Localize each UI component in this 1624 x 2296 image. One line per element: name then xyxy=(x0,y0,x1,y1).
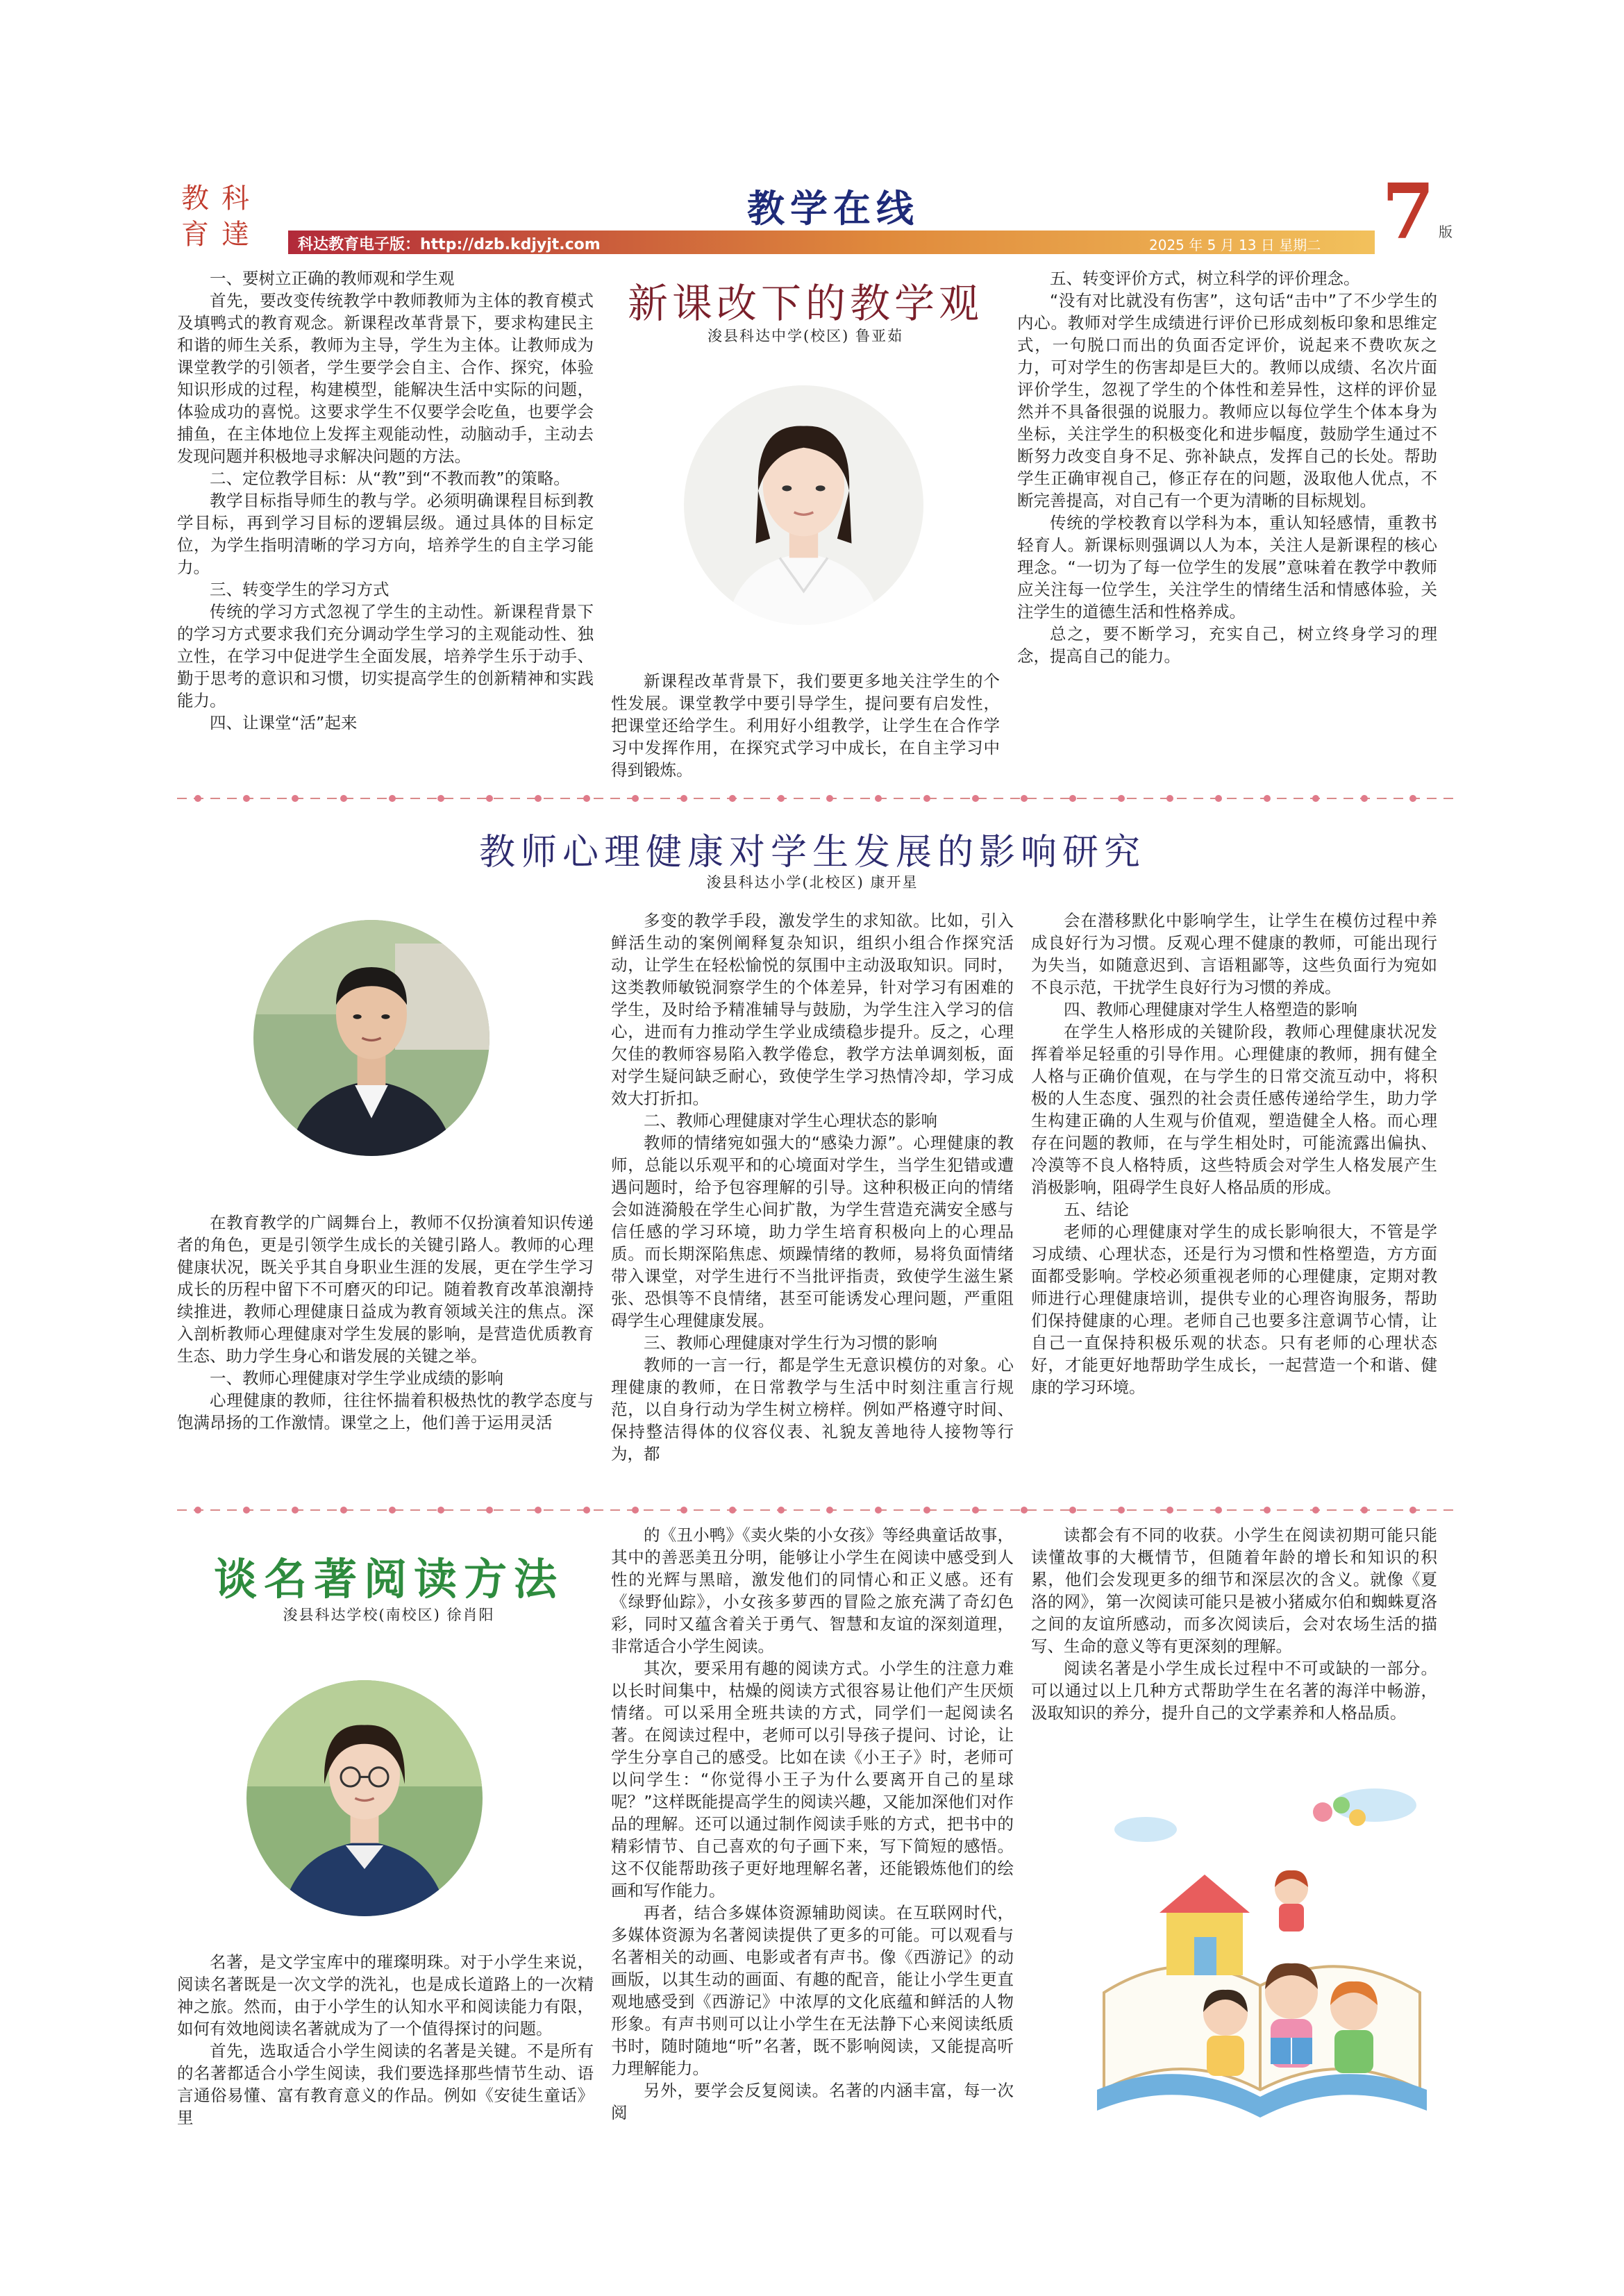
paragraph: 二、教师心理健康对学生心理状态的影响 xyxy=(644,1111,937,1130)
paragraph: 二、定位教学目标：从“教”到“不教而教”的策略。 xyxy=(210,469,570,488)
divider-flower-icon xyxy=(1215,795,1222,802)
paragraph: 一、教师心理健康对学生学业成绩的影响 xyxy=(210,1368,503,1388)
article1-title: 新课改下的教学观 xyxy=(627,280,983,327)
article2-column-2 xyxy=(611,910,1014,1465)
children-reading-book-illustration xyxy=(1083,1763,1441,2149)
article3-column-3 xyxy=(1031,1524,1437,1724)
paragraph: 传统的学习方式忽视了学生的主动性。新课程背景下的学习方式要求我们充分调动学生学习的主观能动性、独立性，在学习中促进学生全面发展，培养学生乐于动手、勤于思考的意识和习惯，切实提高学生的创新精神和实践能力。 xyxy=(177,602,594,710)
decorative-divider xyxy=(177,791,1458,805)
divider-flower-icon xyxy=(972,795,979,802)
paragraph: 在教育教学的广阔舞台上，教师不仅扮演着知识传递者的角色，更是引领学生成长的关键引路人。教师的心理健康状况，既关乎其自身职业生涯的发展，更在学生学习成长的历程中留下不可磨灭的印记。随着教育改革浪潮持续推进，教师心理健康日益成为教育领域关注的焦点。深入剖析教师心理健康对学生发展的影响，是营造优质教育生态、助力学生身心和谐发展的关键之举。 xyxy=(177,1213,594,1366)
masthead-bar xyxy=(288,231,1375,254)
divider-flower-icon xyxy=(243,795,250,802)
paragraph: 阅读名著是小学生成长过程中不可或缺的一部分。可以通过以上几种方式帮助学生在名著的海洋中畅游，汲取知识的养分，提升自己的文学素养和人格品质。 xyxy=(1031,1659,1437,1723)
article1-byline: 浚县科达中学(校区) 鲁亚茹 xyxy=(707,328,904,344)
article3-title: 谈名著阅读方法 xyxy=(213,1554,564,1604)
article1-column-1 xyxy=(177,267,594,734)
article2-byline: 浚县科达小学(北校区) 康开星 xyxy=(706,874,919,891)
paragraph: 再者，结合多媒体资源辅助阅读。在互联网时代，多媒体资源为名著阅读提供了更多的可能。可以观看与名著相关的动画、电影或者有声书。像《西游记》的动画版，以其生动的画面、有趣的配音，能让小学生更直观地感受到《西游记》中浓厚的文化底蕴和鲜活的人物形象。有声书则可以让小学生在无法静下心来阅读纸质书时，随时随地“听”名著，既不影响阅读，又能提高听力理解能力。 xyxy=(611,1903,1014,2078)
paragraph: 首先，选取适合小学生阅读的名著是关键。不是所有的名著都适合小学生阅读，我们要选择那些情节生动、语言通俗易懂、富有教育意义的作品。例如《安徒生童话》里 xyxy=(177,2041,594,2127)
divider-flower-icon xyxy=(340,795,347,802)
logo-char: 育 xyxy=(181,219,209,251)
paragraph: 名著，是文学宝库中的璀璨明珠。对于小学生来说，阅读名著既是一次文学的洗礼，也是成长道路上的一次精神之旅。然而，由于小学生的认知水平和阅读能力有限，如何有效地阅读名著就成为了一个值得探讨的问题。 xyxy=(177,1952,594,2038)
paragraph: 的《丑小鸭》《卖火柴的小女孩》等经典童话故事，其中的善恶美丑分明，能够让小学生在阅读中感受到人性的光辉与黑暗，激发他们的同情心和正义感。还有《绿野仙踪》，小女孩多萝西的冒险之旅充满了奇幻色彩，同时又蕴含着关于勇气、智慧和友谊的深刻道理，非常适合小学生阅读。 xyxy=(611,1525,1014,1656)
logo-char: 科 xyxy=(221,183,249,215)
divider-flower-icon xyxy=(583,1507,590,1514)
article1-column-2 xyxy=(611,670,1000,781)
divider-flower-icon xyxy=(437,1507,444,1514)
paragraph: 一、要树立正确的教师观和学生观 xyxy=(210,269,455,288)
paragraph: 老师的心理健康对学生的成长影响很大，不管是学习成绩、心理状态，还是行为习惯和性格塑造，方方面面都受影响。学校必须重视老师的心理健康，定期对教师进行心理健康培训，提供专业的心理咨询服务，帮助们保持健康的心理。老师自己也要多注意调节心情，让自己一直保持积极乐观的状态。只有老师的心理状态好，才能更好地帮助学生成长，一起营造一个和谐、健康的学习环境。 xyxy=(1031,1222,1437,1397)
divider-flower-icon xyxy=(535,1507,542,1514)
divider-flower-icon xyxy=(632,795,639,802)
paragraph: 传统的学校教育以学科为本，重认知轻感情，重教书轻育人。新课标则强调以人为本，关注人是新课程的核心理念。“一切为了每一位学生的发展”意味着在教学中教师应关注每一位学生，关注学生的情绪生活和情感体验，关注学生的道德生活和性格养成。 xyxy=(1017,513,1437,621)
divider-flower-icon xyxy=(1264,1507,1271,1514)
article2-title: 教师心理健康对学生发展的影响研究 xyxy=(478,832,1146,873)
divider-flower-icon xyxy=(1264,795,1271,802)
author-photo-lu xyxy=(684,385,923,625)
divider-flower-icon xyxy=(1409,1507,1416,1514)
divider-flower-icon xyxy=(875,795,882,802)
paragraph: 会在潜移默化中影响学生，让学生在模仿过程中养成良好行为习惯。反观心理不健康的教师，可能出现行为失当，如随意迟到、言语粗鄙等，这些负面行为宛如不良示范，干扰学生良好行为习惯的养成。 xyxy=(1031,911,1437,997)
paragraph: 另外，要学会反复阅读。名著的内涵丰富，每一次阅 xyxy=(611,2081,1014,2122)
divider-flower-icon xyxy=(583,795,590,802)
divider-flower-icon xyxy=(680,1507,687,1514)
divider-flower-icon xyxy=(1361,1507,1368,1514)
divider-flower-icon xyxy=(972,1507,979,1514)
paragraph: 教师的一言一行，都是学生无意识模仿的对象。心理健康的教师，在日常教学与生活中时刻注重言行规范，以自身行动为学生树立榜样。例如严格遵守时间、保持整洁得体的仪容仪表、礼貌友善地待人接物等行为，都 xyxy=(611,1355,1014,1464)
page-suffix: 版 xyxy=(1439,224,1453,240)
article3-column-2 xyxy=(611,1524,1014,2124)
divider-flower-icon xyxy=(729,795,736,802)
logo-char: 達 xyxy=(221,219,249,251)
divider-flower-icon xyxy=(1312,795,1319,802)
paragraph: 多变的教学手段，激发学生的求知欲。比如，引入鲜活生动的案例阐释复杂知识，组织小组合作探究活动，让学生在轻松愉悦的氛围中主动汲取知识。同时，这类教师敏锐洞察学生的个体差异，针对学习有困难的学生，及时给予精准辅导与鼓励，为学生注入学习的信心，进而有力推动学生学业成绩稳步提升。反之，心理欠佳的教师容易陷入教学倦怠，教学方法单调刻板，面对学生疑问缺乏耐心，致使学生学习热情冷却，学习成效大打折扣。 xyxy=(611,911,1014,1108)
divider-flower-icon xyxy=(1166,795,1173,802)
article3-column-1 xyxy=(177,1951,594,2129)
divider-flower-icon xyxy=(243,1507,250,1514)
paragraph: 三、教师心理健康对学生行为习惯的影响 xyxy=(644,1333,937,1352)
divider-flower-icon xyxy=(389,795,396,802)
divider-flower-icon xyxy=(923,1507,930,1514)
site-url: 科达教育电子版：http://dzb.kdjyjt.com xyxy=(298,236,601,253)
divider-flower-icon xyxy=(1021,795,1028,802)
divider-flower-icon xyxy=(389,1507,396,1514)
divider-flower-icon xyxy=(486,1507,493,1514)
divider-flower-icon xyxy=(1021,1507,1028,1514)
divider-flower-icon xyxy=(194,1507,201,1514)
divider-flower-icon xyxy=(194,795,201,802)
article2-column-1 xyxy=(177,1212,594,1434)
paragraph: 总之，要不断学习，充实自己，树立终身学习的理念，提高自己的能力。 xyxy=(1017,624,1437,666)
divider-flower-icon xyxy=(1409,795,1416,802)
divider-flower-icon xyxy=(486,795,493,802)
section-title: 教学在线 xyxy=(747,186,919,231)
divider-flower-icon xyxy=(1118,1507,1125,1514)
divider-flower-icon xyxy=(1361,795,1368,802)
paragraph: 教师的情绪宛如强大的“感染力源”。心理健康的教师，总能以乐观平和的心境面对学生，当学生犯错或遭遇问题时，给予包容理解的引导。这种积极正向的情绪会如涟漪般在学生心间扩散，为学生营造充满安全感与信任感的学习环境，助力学生培育积极向上的心理品质。而长期深陷焦虑、烦躁情绪的教师，易将负面情绪带入课堂，对学生进行不当批评指责，致使学生滋生紧张、恐惧等不良情绪，甚至可能诱发心理问题，严重阻碍学生心理健康发展。 xyxy=(611,1133,1014,1330)
issue-date: 2025 年 5 月 13 日 星期二 xyxy=(1149,237,1321,253)
paragraph: 在学生人格形成的关键阶段，教师心理健康状况发挥着举足轻重的引导作用。心理健康的教师，拥有健全人格与正确价值观，在与学生的日常交流互动中，将积极的人生态度、强烈的社会责任感传递给学生，助力学生构建正确的人生观与价值观，塑造健全人格。而心理存在问题的教师，在与学生相处时，可能流露出偏执、冷漠等不良人格特质，这些特质会对学生人格发展产生消极影响，阻碍学生良好人格品质的形成。 xyxy=(1031,1022,1437,1197)
newspaper-logo xyxy=(177,182,257,251)
author-photo-xu xyxy=(246,1680,483,1916)
divider-flower-icon xyxy=(1069,1507,1076,1514)
paragraph: 四、教师心理健康对学生人格塑造的影响 xyxy=(1064,1000,1357,1019)
divider-flower-icon xyxy=(778,795,785,802)
divider-flower-icon xyxy=(632,1507,639,1514)
logo-char: 教 xyxy=(181,183,209,215)
divider-flower-icon xyxy=(292,795,299,802)
paragraph: 五、结论 xyxy=(1064,1200,1129,1219)
divider-flower-icon xyxy=(875,1507,882,1514)
divider-flower-icon xyxy=(535,795,542,802)
article2-column-3 xyxy=(1031,910,1437,1398)
divider-flower-icon xyxy=(826,1507,833,1514)
decorative-divider xyxy=(177,1503,1458,1517)
paragraph: 新课程改革背景下，我们要更多地关注学生的个性发展。课堂教学中要引导学生，提问要有启发性，把课堂还给学生。利用好小组教学，让学生在合作学习中发挥作用，在探究式学习中成长，在自主学习中得到锻炼。 xyxy=(611,671,1000,780)
divider-flower-icon xyxy=(292,1507,299,1514)
paragraph: 三、转变学生的学习方式 xyxy=(210,580,390,599)
divider-flower-icon xyxy=(778,1507,785,1514)
divider-flower-icon xyxy=(1118,795,1125,802)
divider-flower-icon xyxy=(826,795,833,802)
paragraph: 首先，要改变传统教学中教师教师为主体的教育模式及填鸭式的教育观念。新课程改革背景下，要求构建民主和谐的师生关系，教师为主导，学生为主体。让教师成为课堂教学的引领者，学生要学会自主、合作、探究，体验知识形成的过程，构建模型，能解决生活中实际的问题，体验成功的喜悦。这要求学生不仅要学会吃鱼，也要学会捕鱼，在主体地位上发挥主观能动性，动脑动手，主动去发现问题并积极地寻求解决问题的方法。 xyxy=(177,291,594,466)
article3-byline: 浚县科达学校(南校区) 徐肖阳 xyxy=(283,1607,495,1623)
divider-flower-icon xyxy=(340,1507,347,1514)
paragraph: 教学目标指导师生的教与学。必须明确课程目标到教学目标，再到学习目标的逻辑层级。通过具体的目标定位，为学生指明清晰的学习方向，培养学生的自主学习能力。 xyxy=(177,491,594,577)
divider-flower-icon xyxy=(923,795,930,802)
divider-flower-icon xyxy=(437,795,444,802)
paragraph: 心理健康的教师，往往怀揣着积极热忱的教学态度与饱满昂扬的工作激情。课堂之上，他们善于运用灵活 xyxy=(177,1391,594,1432)
page-number: 7 xyxy=(1382,167,1435,256)
paragraph: 读都会有不同的收获。小学生在阅读初期可能只能读懂故事的大概情节，但随着年龄的增长和知识的积累，他们会发现更多的细节和深层次的含义。就像《夏洛的网》，第一次阅读可能只是被小猪威尔伯和蜘蛛夏洛之间的友谊所感动，而多次阅读后，会对农场生活的描写、生命的意义等有更深刻的理解。 xyxy=(1031,1525,1437,1656)
divider-flower-icon xyxy=(680,795,687,802)
divider-flower-icon xyxy=(1069,795,1076,802)
paragraph: “没有对比就没有伤害”，这句话“击中”了不少学生的内心。教师对学生成绩进行评价已形成刻板印象和思维定式，一句脱口而出的负面否定评价，说起来不费吹灰之力，可对学生的伤害却是巨大的。教师以成绩、名次片面评价学生，忽视了学生的个体性和差异性，这样的评价显然并不具备很强的说服力。教师应以每位学生个体本身为坐标，关注学生的积极变化和进步幅度，鼓励学生通过不断努力改变自身不足、弥补缺点，发挥自己的长处。帮助学生正确审视自己，修正存在的问题，汲取他人优点，不断完善提高，对自己有一个更为清晰的目标规划。 xyxy=(1017,291,1437,510)
paragraph: 五、转变评价方式，树立科学的评价理念。 xyxy=(1050,269,1360,288)
divider-flower-icon xyxy=(1215,1507,1222,1514)
divider-flower-icon xyxy=(729,1507,736,1514)
divider-flower-icon xyxy=(1166,1507,1173,1514)
article1-column-3 xyxy=(1017,267,1437,667)
divider-flower-icon xyxy=(1312,1507,1319,1514)
paragraph: 其次，要采用有趣的阅读方式。小学生的注意力难以长时间集中，枯燥的阅读方式很容易让他们产生厌烦情绪。可以采用全班共读的方式，同学们一起阅读名著。在阅读过程中，老师可以引导孩子提问、讨论，让学生分享自己的感受。比如在读《小王子》时，老师可以问学生：“你觉得小王子为什么要离开自己的星球呢？”这样既能提高学生的阅读兴趣，又能加深他们对作品的理解。还可以通过制作阅读手账的方式，把书中的精彩情节、自己喜欢的句子画下来，写下简短的感悟。这不仅能帮助孩子更好地理解名著，还能锻炼他们的绘画和写作能力。 xyxy=(611,1659,1014,1900)
paragraph: 四、让课堂“活”起来 xyxy=(210,713,358,732)
author-photo-kang xyxy=(253,920,489,1156)
